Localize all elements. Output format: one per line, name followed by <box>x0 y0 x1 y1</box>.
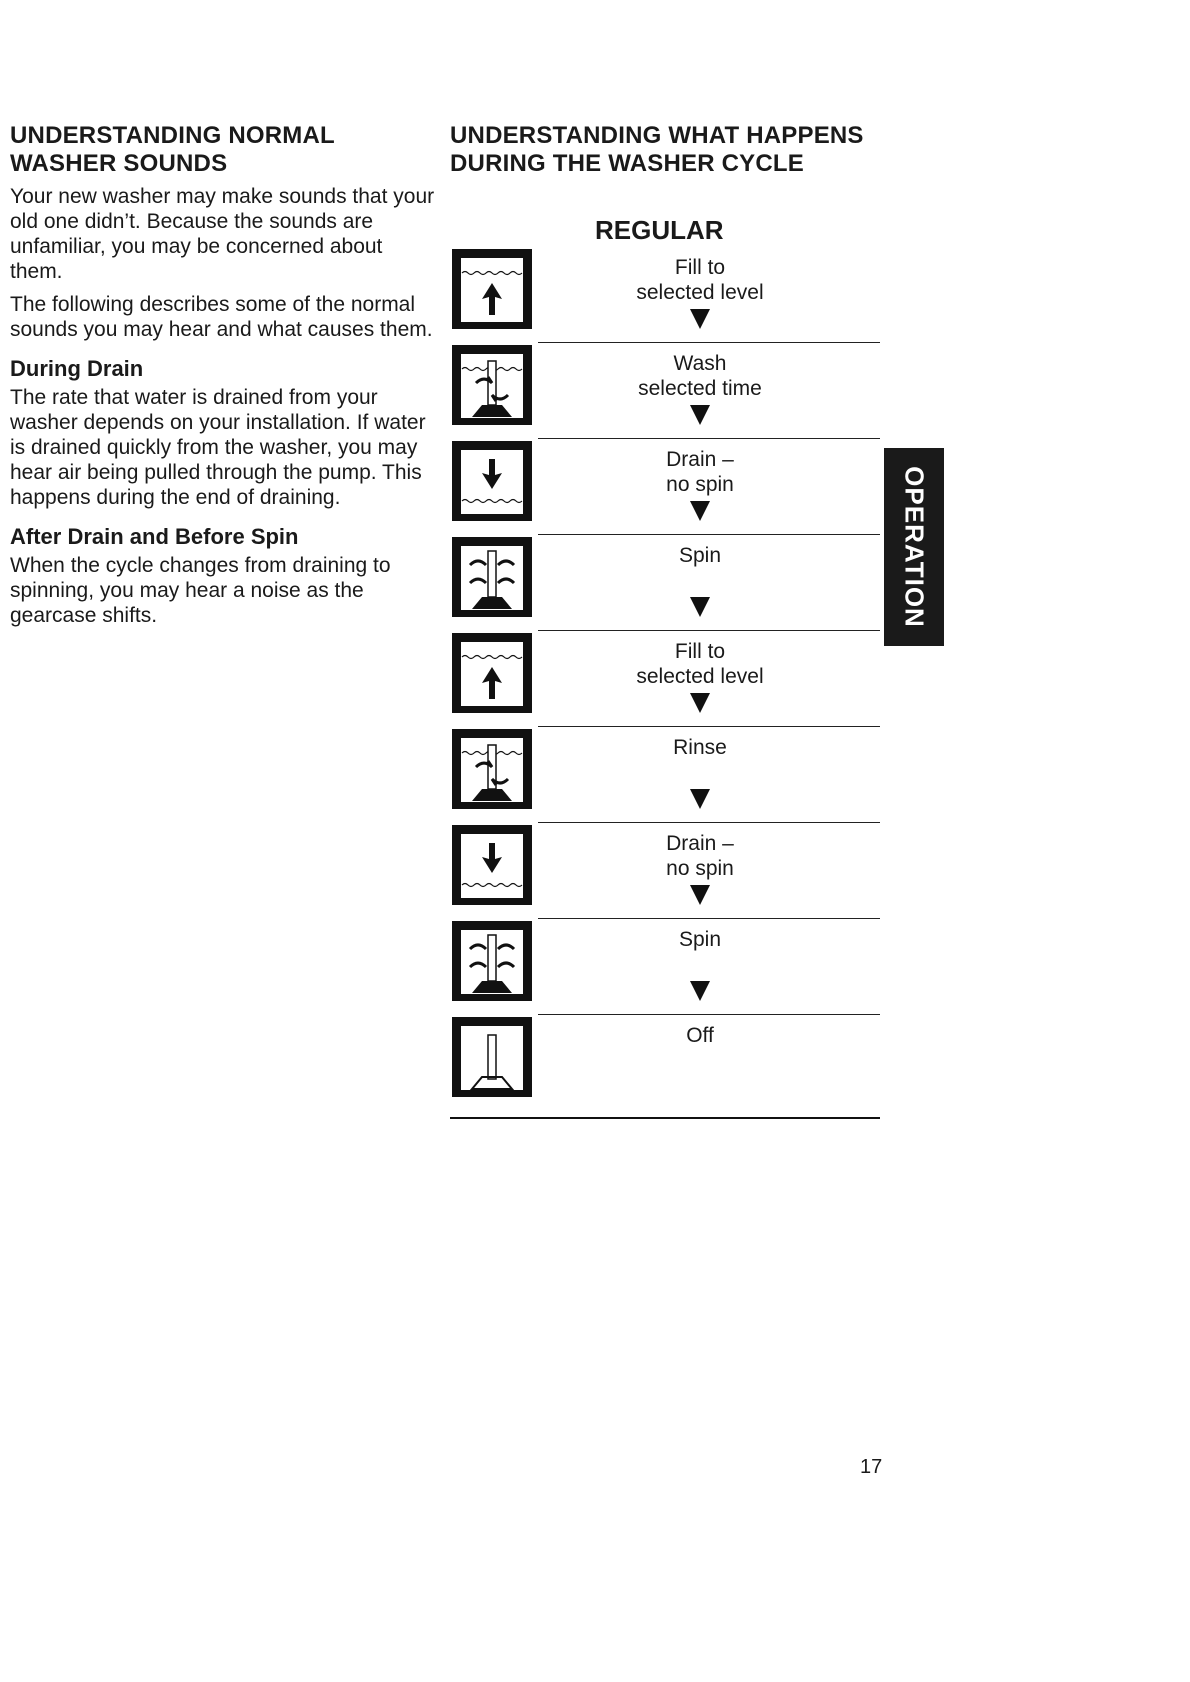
left-title-line2: WASHER SOUNDS <box>10 150 228 177</box>
step-label <box>540 639 860 689</box>
cycle-step-drain <box>450 439 880 535</box>
intro-paragraph-1: Your new washer may make sounds that your old one didn’t. Because the sounds are unfamiliar, you may be concerned about them. <box>10 185 435 283</box>
cycle-steps <box>450 247 880 1111</box>
left-column <box>10 122 440 628</box>
drain-icon <box>450 823 534 907</box>
step-line1: Fill to <box>674 256 726 279</box>
step-line2: no spin <box>666 473 734 496</box>
step-line1: Spin <box>678 928 722 951</box>
after-drain-heading: After Drain and Before Spin <box>10 524 299 549</box>
step-line2: selected level <box>636 281 764 304</box>
step-line1: Spin <box>678 544 722 567</box>
fill-icon <box>450 247 534 331</box>
step-divider <box>450 1117 880 1119</box>
step-line1: Off <box>686 1024 714 1047</box>
down-arrow-icon <box>690 693 710 713</box>
step-line2: no spin <box>666 857 734 880</box>
rinse-icon <box>450 727 534 811</box>
down-arrow-icon <box>690 885 710 905</box>
right-title-line2: DURING THE WASHER CYCLE <box>450 150 804 177</box>
spin-icon <box>450 919 534 1003</box>
page-number: 17 <box>860 1456 883 1478</box>
step-line2: selected level <box>636 665 764 688</box>
during-drain-heading: During Drain <box>10 356 144 381</box>
step-label <box>540 735 860 760</box>
cycle-step-spin <box>450 919 880 1015</box>
right-column <box>450 122 890 1047</box>
down-arrow-icon <box>690 597 710 617</box>
right-title-line1: UNDERSTANDING WHAT HAPPENS <box>450 122 864 149</box>
cycle-step-rinse <box>450 727 880 823</box>
wash-icon <box>450 343 534 427</box>
step-label <box>540 831 860 881</box>
side-tab-label: OPERATION <box>899 466 930 628</box>
cycle-step-spin <box>450 535 880 631</box>
step-line1: Drain – <box>666 448 734 471</box>
after-drain-text: When the cycle changes from draining to spinning, you may hear a noise as the gearcase shifts. <box>10 554 391 627</box>
drain-icon <box>450 439 534 523</box>
during-drain-text: The rate that water is drained from your washer depends on your installation. If water is drained quickly from the washer, you may hear air being pulled through the pump. This happens during the end of draining. <box>10 386 426 509</box>
spin-icon <box>450 535 534 619</box>
fill-icon <box>450 631 534 715</box>
cycle-step-wash <box>450 343 880 439</box>
step-line2: selected time <box>638 377 762 400</box>
down-arrow-icon <box>690 405 710 425</box>
step-line1: Drain – <box>666 832 734 855</box>
down-arrow-icon <box>690 309 710 329</box>
off-icon <box>450 1015 534 1099</box>
section-side-tab <box>884 448 944 646</box>
down-arrow-icon <box>690 789 710 809</box>
cycle-name: REGULAR <box>595 215 724 245</box>
step-label <box>540 927 860 952</box>
cycle-step-fill <box>450 631 880 727</box>
left-title <box>10 122 440 178</box>
step-line1: Wash <box>673 352 727 375</box>
step-label <box>540 447 860 497</box>
cycle-step-fill <box>450 247 880 343</box>
left-title-line1: UNDERSTANDING NORMAL <box>10 122 335 149</box>
step-line1: Fill to <box>674 640 726 663</box>
down-arrow-icon <box>690 501 710 521</box>
step-label <box>540 1023 860 1048</box>
cycle-step-drain <box>450 823 880 919</box>
step-label <box>540 255 860 305</box>
step-label <box>540 543 860 568</box>
step-label <box>540 351 860 401</box>
step-line1: Rinse <box>673 736 727 759</box>
down-arrow-icon <box>690 981 710 1001</box>
cycle-step-off <box>450 1015 880 1111</box>
intro-paragraph-2: The following describes some of the normal sounds you may hear and what causes them. <box>10 293 433 341</box>
